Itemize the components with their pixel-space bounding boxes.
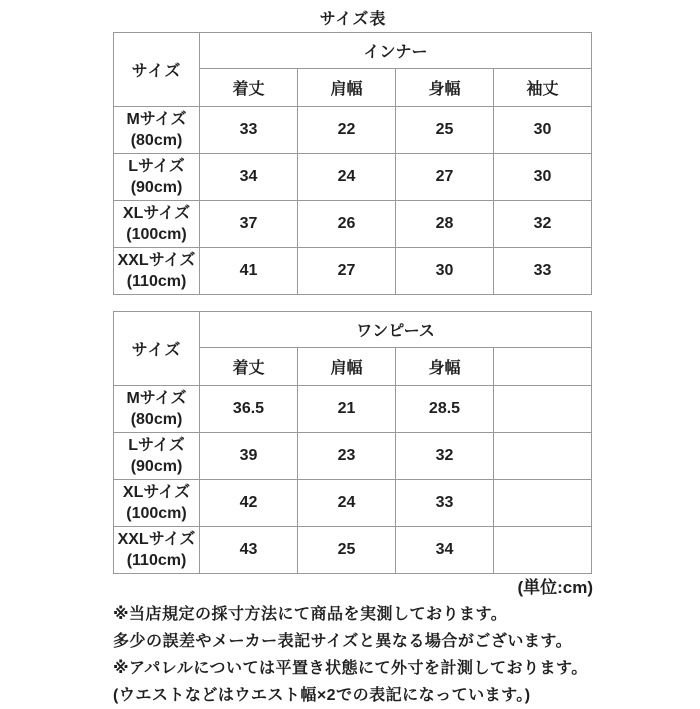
size-label: XXLサイズ	[117, 531, 196, 548]
value-cell: 37	[200, 201, 298, 248]
table-row	[114, 527, 592, 574]
note-line: ※アパレルについては平置き状態にて外寸を計測しております。	[113, 660, 588, 677]
page-title: サイズ表	[319, 11, 387, 28]
note-line: (ウエストなどはウエスト幅×2での表記になっています。)	[113, 687, 531, 704]
size-table-onepiece	[113, 311, 592, 574]
value-cell: 34	[200, 154, 298, 201]
value-cell: 33	[200, 107, 298, 154]
size-sub-label: (100cm)	[126, 226, 187, 243]
size-label-cell	[114, 248, 200, 295]
size-label: XLサイズ	[122, 205, 191, 222]
size-sub-label: (80cm)	[130, 132, 183, 149]
value-cell: 21	[298, 386, 396, 433]
table-row	[114, 33, 592, 69]
size-table-inner	[113, 32, 592, 295]
column-header: 着丈	[200, 348, 298, 386]
value-cell: 33	[396, 480, 494, 527]
column-header: 袖丈	[494, 69, 592, 107]
table-row	[114, 201, 592, 248]
value-cell: 42	[200, 480, 298, 527]
value-cell: 25	[396, 107, 494, 154]
value-cell: 34	[396, 527, 494, 574]
table-row	[114, 312, 592, 348]
value-cell: 27	[298, 248, 396, 295]
size-sub-label: (90cm)	[130, 458, 183, 475]
value-cell: 36.5	[200, 386, 298, 433]
size-label: Mサイズ	[126, 390, 187, 407]
value-cell: 25	[298, 527, 396, 574]
column-header: 肩幅	[298, 69, 396, 107]
table-row	[114, 154, 592, 201]
note-line: 多少の誤差やメーカー表記サイズと異なる場合がございます。	[113, 633, 573, 650]
size-label: Lサイズ	[128, 158, 185, 175]
size-label-cell	[114, 201, 200, 248]
value-cell: 28	[396, 201, 494, 248]
table-row	[114, 248, 592, 295]
size-label: Lサイズ	[128, 437, 185, 454]
column-header: 身幅	[396, 348, 494, 386]
note-line: ※当店規定の採寸方法にて商品を実測しております。	[113, 606, 508, 623]
table-row	[114, 107, 592, 154]
size-label: Mサイズ	[126, 111, 187, 128]
value-cell: 24	[298, 154, 396, 201]
size-sub-label: (90cm)	[130, 179, 183, 196]
table-row	[114, 480, 592, 527]
table-row	[114, 433, 592, 480]
value-cell: 30	[396, 248, 494, 295]
value-cell-empty	[494, 480, 592, 527]
size-label: XXLサイズ	[117, 252, 196, 269]
value-cell-empty	[494, 433, 592, 480]
value-cell: 28.5	[396, 386, 494, 433]
value-cell-empty	[494, 386, 592, 433]
value-cell: 43	[200, 527, 298, 574]
value-cell: 22	[298, 107, 396, 154]
size-sub-label: (80cm)	[130, 411, 183, 428]
value-cell: 24	[298, 480, 396, 527]
value-cell: 26	[298, 201, 396, 248]
column-header: 着丈	[200, 69, 298, 107]
size-label-cell	[114, 154, 200, 201]
size-label-cell	[114, 527, 200, 574]
size-label-cell	[114, 480, 200, 527]
size-corner-header: サイズ	[114, 33, 200, 107]
size-label: XLサイズ	[122, 484, 191, 501]
column-header: 肩幅	[298, 348, 396, 386]
column-header-empty	[494, 348, 592, 386]
value-cell: 39	[200, 433, 298, 480]
size-sub-label: (100cm)	[126, 505, 187, 522]
unit-label: (単位:cm)	[517, 578, 593, 597]
value-cell: 27	[396, 154, 494, 201]
value-cell: 32	[396, 433, 494, 480]
value-cell: 23	[298, 433, 396, 480]
table-row	[114, 386, 592, 433]
group-header-onepiece: ワンピース	[200, 312, 592, 348]
column-header: 身幅	[396, 69, 494, 107]
size-label-cell	[114, 386, 200, 433]
size-sub-label: (110cm)	[126, 552, 187, 569]
size-sub-label: (110cm)	[126, 273, 187, 290]
measurement-notes	[113, 601, 673, 709]
value-cell: 41	[200, 248, 298, 295]
size-label-cell	[114, 433, 200, 480]
value-cell: 32	[494, 201, 592, 248]
size-label-cell	[114, 107, 200, 154]
value-cell: 33	[494, 248, 592, 295]
value-cell: 30	[494, 107, 592, 154]
value-cell: 30	[494, 154, 592, 201]
value-cell-empty	[494, 527, 592, 574]
size-corner-header: サイズ	[114, 312, 200, 386]
group-header-inner: インナー	[200, 33, 592, 69]
